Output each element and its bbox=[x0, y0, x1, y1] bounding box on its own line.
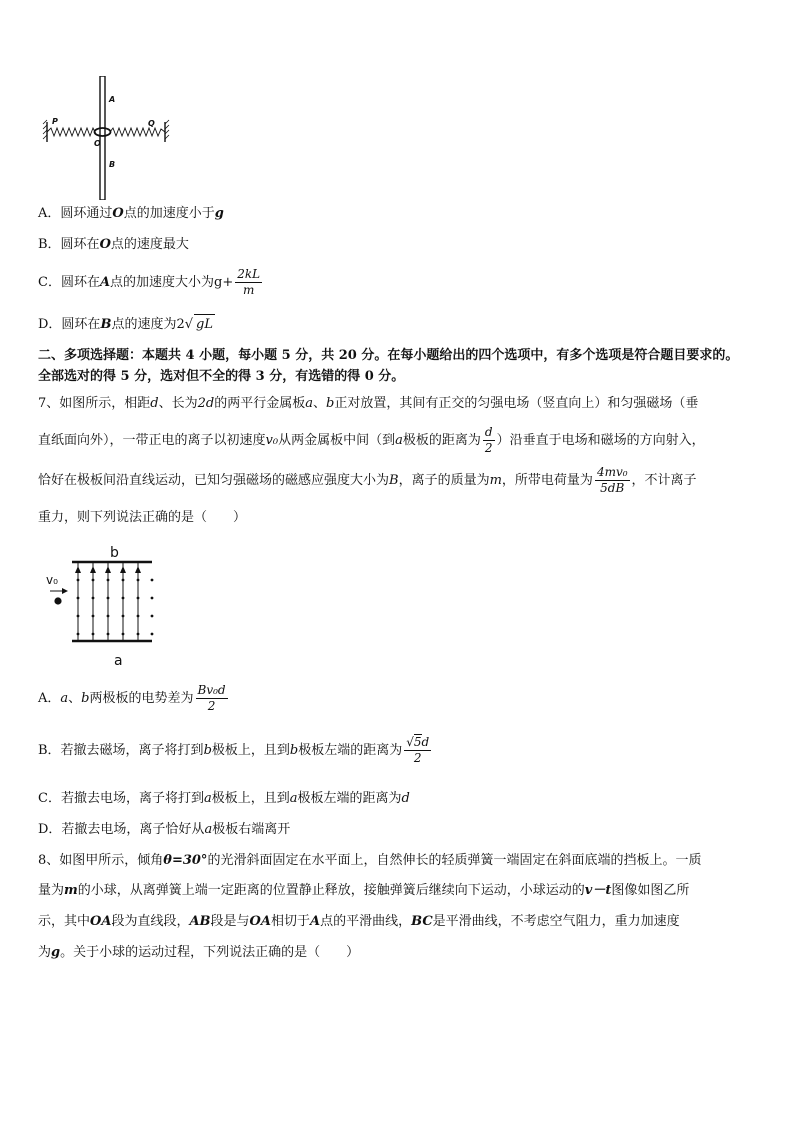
q6-option-d bbox=[38, 314, 215, 335]
q6-d-radicand: gL bbox=[194, 314, 215, 335]
label-q: Q bbox=[148, 119, 155, 128]
q7-opt-a-den: 2 bbox=[207, 699, 216, 713]
q7-opt-b-prefix: B．若撤去磁场，离子将打到 bbox=[38, 743, 204, 758]
q7-opt-b-den: 2 bbox=[413, 751, 422, 765]
q8-l2b: 的小球，从离弹簧上端一定距离的位置静止释放，接触弹簧后继续向下运动，小球运动的 bbox=[77, 883, 585, 898]
q7-opt-a-prefix: A． bbox=[38, 691, 61, 706]
q8-l3c: 段是与 bbox=[210, 914, 250, 929]
q7-opt-d-tail: 极板右端离开 bbox=[212, 822, 291, 837]
vertical-rod bbox=[100, 76, 105, 200]
q7-option-a bbox=[38, 680, 230, 718]
q7-opt-a-num: Bv₀d bbox=[197, 683, 226, 697]
q8-l3d: 相切于 bbox=[270, 914, 310, 929]
q6-d-text: D．圆环在 bbox=[38, 317, 101, 332]
q8-theta: θ=30° bbox=[163, 853, 208, 868]
spring-ring-figure bbox=[40, 76, 172, 200]
q6-a-suffix: 点的加速度小于 bbox=[123, 206, 215, 221]
ion bbox=[54, 597, 61, 604]
q7-opt-b-num bbox=[404, 735, 431, 751]
q7-l3d: ，不计离子 bbox=[631, 473, 697, 488]
q7-opt-d-a: a bbox=[204, 822, 213, 837]
q7-l3c: ，所带电荷量为 bbox=[501, 473, 593, 488]
q8-l3f: 是平滑曲线，不考虑空气阻力，重力加速度 bbox=[432, 914, 680, 929]
q7-l2a: 直纸面向外），一带正电的离子以初速度 bbox=[38, 433, 266, 448]
left-wall bbox=[43, 120, 47, 142]
q6-b-var: O bbox=[99, 237, 111, 252]
q7-a2: a bbox=[395, 433, 403, 448]
q6-b-text: B．圆环在 bbox=[38, 237, 100, 252]
q7-opt-b-mid: 极板上，且到 bbox=[211, 743, 290, 758]
q6-option-a bbox=[38, 204, 224, 224]
q8-l4a: 为 bbox=[38, 945, 52, 960]
q7-charge bbox=[595, 465, 630, 496]
q7-opt-b-fraction bbox=[404, 735, 431, 766]
q8-l1b: 的光滑斜面固定在水平面上，自然伸长的轻质弹簧一端固定在斜面底端的挡板上。一质 bbox=[207, 853, 702, 868]
label-p: P bbox=[52, 117, 58, 126]
sqrt-icon: √ bbox=[184, 317, 194, 332]
q7-sep: 、 bbox=[313, 396, 327, 411]
spring-q bbox=[110, 128, 165, 136]
q6-option-c bbox=[38, 264, 264, 302]
q7-m: m bbox=[489, 473, 502, 488]
sqrt-icon: √ bbox=[406, 735, 414, 749]
velocity-label: v₀ bbox=[46, 573, 58, 587]
q7-l2b: 从两金属板中间（到 bbox=[278, 433, 396, 448]
q6-option-b bbox=[38, 235, 189, 255]
q8-line3 bbox=[38, 912, 680, 932]
q7-opt-c-mid: 极板上，且到 bbox=[211, 791, 290, 806]
q7-opt-c-tail: d bbox=[401, 791, 410, 806]
q7-option-d bbox=[38, 820, 290, 840]
q7-half-den: 2 bbox=[484, 441, 493, 455]
q6-c-suffix: 点的加速度大小为g+ bbox=[110, 275, 234, 290]
q7-opt-a-mid: 两极板的电势差为 bbox=[89, 691, 194, 706]
q8-a: A bbox=[309, 914, 321, 929]
q8-l4b: 。关于小球的运动过程，下列说法正确的是（ ） bbox=[60, 945, 360, 960]
q7-option-c bbox=[38, 789, 410, 809]
q7-a: a bbox=[305, 396, 313, 411]
q7-opt-b-num-tail: d bbox=[421, 735, 430, 749]
q8-l3b: 段为直线段， bbox=[111, 914, 190, 929]
q7-opt-c-mid2: 极板左端的距离为 bbox=[297, 791, 402, 806]
q6-c-den: m bbox=[243, 283, 255, 297]
q7-line3 bbox=[38, 462, 697, 500]
q8-line1 bbox=[38, 851, 701, 871]
q7-opt-a-sep: 、 bbox=[68, 691, 82, 706]
q8-oa2: OA bbox=[249, 914, 271, 929]
q6-d-var: B bbox=[100, 317, 112, 332]
q8-l3e: 点的平滑曲线， bbox=[320, 914, 412, 929]
q6-c-fraction bbox=[235, 267, 262, 298]
q8-ab: AB bbox=[189, 914, 211, 929]
q8-l2a: 量为 bbox=[38, 883, 65, 898]
q7-half-num: d bbox=[484, 425, 493, 439]
q7-l2d: ）沿垂直于电场和磁场的方向射入， bbox=[496, 433, 705, 448]
q8-l2c: 图像如图乙所 bbox=[611, 883, 690, 898]
q8-l3a: 示，其中 bbox=[38, 914, 91, 929]
section2-line2: 全部选对的得 5 分，选对但不全的得 3 分，有选错的得 0 分。 bbox=[38, 369, 405, 384]
q8-oa: OA bbox=[90, 914, 112, 929]
q7-opt-a-a: a bbox=[60, 691, 69, 706]
q7-l2c: 极板的距离为 bbox=[402, 433, 481, 448]
q7-l3b: ，离子的质量为 bbox=[398, 473, 490, 488]
spring-p bbox=[47, 128, 96, 136]
q7-opt-c-a2: a bbox=[289, 791, 298, 806]
q7-line4: 重力，则下列说法正确的是（ ） bbox=[38, 510, 247, 525]
q7-opt-d-prefix: D．若撤去电场，离子恰好从 bbox=[38, 822, 205, 837]
q7-v0: v₀ bbox=[265, 433, 279, 448]
q7-b: b bbox=[326, 396, 335, 411]
q7-charge-num: 4mv₀ bbox=[596, 465, 628, 479]
q7-d: d bbox=[150, 396, 159, 411]
q8-g: g bbox=[51, 945, 61, 960]
q8-m: m bbox=[64, 883, 78, 898]
q7-B: B bbox=[389, 473, 399, 488]
velocity-arrowhead bbox=[62, 588, 68, 594]
q8-line2 bbox=[38, 881, 689, 901]
q7-2d: 2d bbox=[197, 396, 215, 411]
q6-a-var: O bbox=[112, 206, 124, 221]
q8-l1a: 8、如图甲所示，倾角 bbox=[38, 853, 164, 868]
q7-opt-a-b: b bbox=[81, 691, 90, 706]
q8-line4 bbox=[38, 943, 359, 963]
label-a: A bbox=[109, 95, 116, 104]
q6-c-num: 2kL bbox=[237, 267, 261, 281]
q7-charge-den: 5dB bbox=[600, 481, 625, 495]
q6-d-suffix: 点的速度为2 bbox=[111, 317, 185, 332]
q7-l1a: 7、如图所示，相距 bbox=[38, 396, 151, 411]
section2-line1: 二、多项选择题：本题共 4 小题，每小题 5 分，共 20 分。在每小题给出的四个选项中，有多个选项是符合题目要求的。 bbox=[38, 348, 739, 363]
q6-c-text: C．圆环在 bbox=[38, 275, 100, 290]
right-wall bbox=[165, 120, 169, 142]
q6-c-var: A bbox=[99, 275, 111, 290]
q7-opt-b-mid2: 极板左端的距离为 bbox=[298, 743, 403, 758]
q7-line1 bbox=[38, 394, 698, 414]
label-o: O bbox=[94, 139, 101, 148]
q7-opt-b-radicand: 5 bbox=[413, 735, 422, 749]
q7-line2 bbox=[38, 422, 705, 460]
q7-l1d: 正对放置，其间有正交的匀强电场（竖直向上）和匀强磁场（垂 bbox=[334, 396, 699, 411]
q7-half-d bbox=[483, 425, 495, 456]
q8-bc: BC bbox=[411, 914, 433, 929]
q7-opt-b-b2: b bbox=[289, 743, 299, 758]
q6-a-text: A．圆环通过 bbox=[38, 206, 113, 221]
q8-vt: v－t bbox=[584, 883, 612, 898]
q7-l1b: 、长为 bbox=[158, 396, 198, 411]
field-lines bbox=[75, 562, 141, 641]
magnetic-field-dots bbox=[77, 579, 154, 636]
q7-l1c: 的两平行金属板 bbox=[214, 396, 306, 411]
q7-opt-b-b1: b bbox=[203, 743, 212, 758]
plate-b-label: b bbox=[110, 545, 119, 561]
q7-opt-c-a1: a bbox=[203, 791, 212, 806]
q7-opt-a-fraction bbox=[196, 683, 228, 714]
q6-b-suffix: 点的速度最大 bbox=[110, 237, 189, 252]
q7-l3a: 恰好在极板间沿直线运动，已知匀强磁场的磁感应强度大小为 bbox=[38, 473, 390, 488]
q6-a-g: g bbox=[214, 206, 224, 221]
q7-option-b bbox=[38, 731, 433, 771]
plate-a-label: a bbox=[114, 653, 123, 669]
q7-opt-c-prefix: C．若撤去电场，离子将打到 bbox=[38, 791, 204, 806]
plates-figure bbox=[44, 540, 164, 670]
label-b: B bbox=[109, 160, 116, 169]
